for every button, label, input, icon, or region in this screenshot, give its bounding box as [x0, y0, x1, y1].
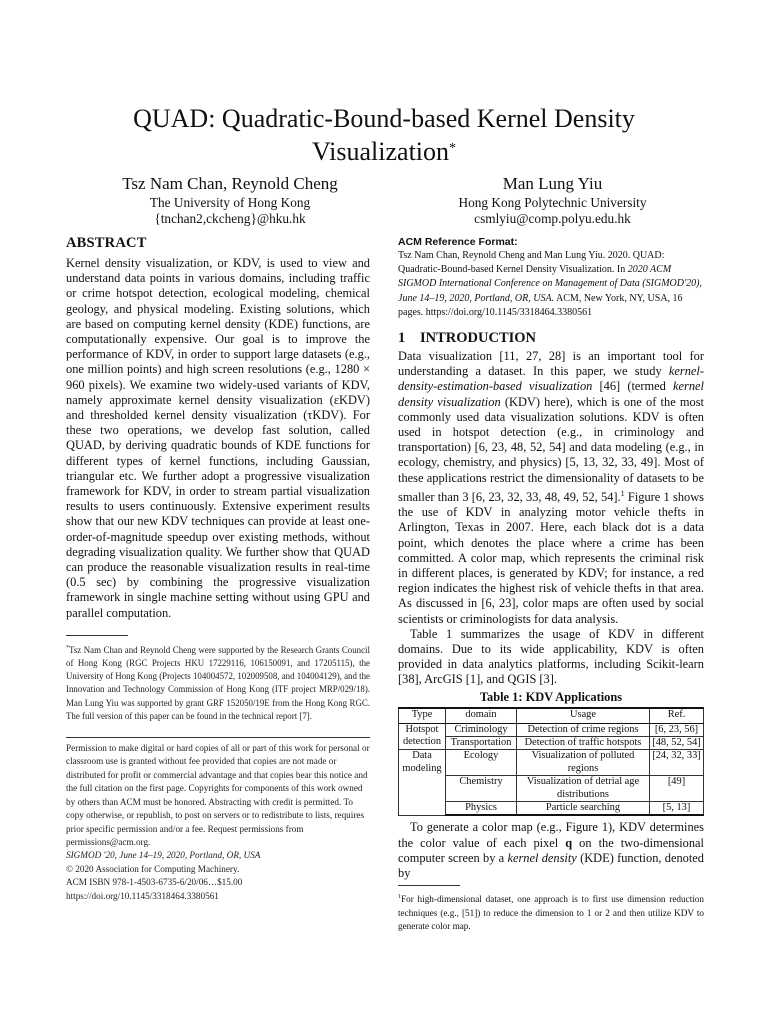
table-caption: Table 1: KDV Applications	[479, 689, 623, 704]
text-run: Data visualization [11, 27, 28] is an important tool for understanding a dataset. In this paper, we study	[398, 349, 704, 379]
table-cell-ref: [48, 52, 54]	[650, 737, 704, 750]
section-heading-introduction	[398, 330, 704, 347]
intro-paragraph-3	[398, 820, 704, 881]
table-cell-domain: Transportation	[446, 737, 517, 750]
table-cell-domain: Criminology	[446, 723, 517, 736]
table-cell-usage: Detection of traffic hotspots	[517, 737, 650, 750]
section-number: 1	[398, 330, 406, 347]
table-cell-domain: Chemistry	[446, 776, 517, 802]
conference-line: SIGMOD '20, June 14–19, 2020, Portland, OR, USA	[66, 850, 261, 861]
table-row	[399, 723, 704, 736]
isbn-line: ACM ISBN 978-1-4503-6735-6/20/06…$15.00	[66, 877, 243, 888]
table-cell-usage: Detection of crime regions	[517, 723, 650, 736]
text-run: (KDV) here), which is one of the most commonly used data visualization solutions. KDV is often used in hotspot detection (e.g., in criminology and transportation) [6, 23, 48, 52, 54] and data modeling (e.g., in ecology, chemistry, and physics) [5, 13, 32, 33, 49]. Most of these applications restrict the dimensionality of datasets to be smaller than 3 [6, 23, 32, 33, 48, 49, 52, 54].	[398, 394, 705, 504]
text-run: Figure 1 shows the use of KDV in analyzing motor vehicle thefts in Arlington, Texas in 2007. Here, each black dot is a data point, which denotes the place where a crime has been committed. A color map, which represents the criminal risk in different places, is generated by KDV; for instance, a red region indicates the highest risk of vehicle thefts in that area. As discussed in [6, 23], color maps are often used by social scientists or criminologists for data analysis.	[398, 489, 704, 626]
intro-paragraph-2: Table 1 summarizes the usage of KDV in different domains. Due to its wide applicability, KDV is often provided in data analytics platforms, including Scikit-learn [38], ArcGIS [1], and QGIS [3].	[398, 626, 704, 687]
kdv-applications-table	[398, 707, 704, 817]
table-cell-type: Hotspot detection	[399, 723, 446, 750]
author-block-hku	[80, 173, 380, 227]
table-cell-usage: Visualization of polluted regions	[517, 750, 650, 776]
pixel-symbol: q	[565, 835, 573, 850]
table-header-cell: Type	[399, 708, 446, 724]
author-names: Man Lung Yiu	[502, 174, 603, 193]
acm-reference-part: ACM, New York, NY, USA, 16 pages. https://doi.org/10.1145/3318464.3380561	[398, 292, 683, 318]
footnote-divider	[398, 885, 460, 886]
author-affiliation: The University of Hong Kong	[149, 195, 311, 210]
table-row	[399, 750, 704, 776]
text-run: (KDE) function, denoted by	[398, 850, 704, 881]
table-cell-domain: Physics	[446, 802, 517, 816]
permission-divider	[66, 737, 370, 738]
permission-notice: Permission to make digital or hard copies of all or part of this work for personal or classroom use is granted without fee provided that copies are not made or distributed for profit or commercial advantage and that copies bear this notice and the full citation on the first page. Copyrights for components of this work owned by others than ACM must be honored. Abstracting with credit is permitted. To copy otherwise, or republish, to post on servers or to redistribute to lists, requires prior specific permission and/or a fee. Request permissions from permissions@acm.org.	[66, 743, 370, 847]
footnote-mark: 1	[398, 894, 401, 901]
author-block-polyu	[400, 173, 705, 227]
table-cell-usage: Visualization of detrial age distributions	[517, 776, 650, 802]
table-header-cell: domain	[446, 708, 517, 724]
paper-title	[0, 102, 768, 168]
term-kde-visualization: kernel-density-estimation-based visualization	[398, 364, 704, 394]
footnote-divider	[66, 635, 128, 636]
author-email[interactable]: {tnchan2,ckcheng}@hku.hk	[154, 211, 306, 226]
table-cell-domain: Ecology	[446, 750, 517, 776]
title-line-1: QUAD: Quadratic-Bound-based Kernel Density	[133, 104, 635, 133]
acm-reference-heading: ACM Reference Format:	[398, 236, 518, 248]
funding-footnote	[66, 642, 370, 723]
footnote-mark: *	[66, 644, 69, 651]
abstract-heading: ABSTRACT	[66, 235, 147, 251]
author-affiliation: Hong Kong Polytechnic University	[458, 195, 647, 210]
table-cell-ref: [5, 13]	[650, 802, 704, 816]
author-email[interactable]: csmlyiu@comp.polyu.edu.hk	[474, 211, 631, 226]
table-header-row	[399, 708, 704, 724]
title-footnote-mark[interactable]: *	[449, 141, 457, 156]
intro-paragraph-1	[398, 349, 704, 627]
table-cell-usage: Particle searching	[517, 802, 650, 816]
title-line-2: Visualization	[311, 137, 450, 166]
funding-footnote-text: Tsz Nam Chan and Reynold Cheng were supported by the Research Grants Council of Hong Kong (RGC Projects HKU 17229116, 106150091, and 17205115), the University of Hong Kong (Projects 104004572, 102009508, and 104004129), and the Innovation and Technology Commission of Hong Kong (ITF project MRP/029/18). Man Lung Yiu was supported by grant GRF 152050/19E from the Hong Kong RGC. The full version of this paper can be found in the technical report [7].	[66, 644, 370, 721]
text-run: on the two-dimensional computer screen by a	[398, 835, 704, 865]
copyright-line: © 2020 Association for Computing Machinery.	[66, 863, 240, 874]
text-run: [46] (termed	[592, 379, 674, 394]
acm-reference-text	[398, 249, 704, 320]
acm-reference-part: Tsz Nam Chan, Reynold Cheng and Man Lung Yiu. 2020. QUAD: Quadratic-Bound-based Kernel Density Visualization. In	[398, 250, 665, 276]
author-names: Tsz Nam Chan, Reynold Cheng	[122, 174, 338, 193]
term-kdv: kernel density visualization	[398, 379, 704, 409]
acm-reference-venue: 2020 ACM SIGMOD International Conference on Management of Data (SIGMOD'20), June 14–19, 2020, Portland, OR, USA.	[398, 264, 702, 304]
doi-link[interactable]: https://doi.org/10.1145/3318464.3380561	[66, 890, 219, 901]
table-cell-ref: [6, 23, 56]	[650, 723, 704, 736]
footnote-ref-1[interactable]: 1	[620, 488, 625, 498]
table-cell-ref: [24, 32, 33]	[650, 750, 704, 776]
table-header-cell: Usage	[517, 708, 650, 724]
table-cell-type: Data modeling	[399, 750, 446, 816]
table-header-cell: Ref.	[650, 708, 704, 724]
right-column	[398, 235, 704, 934]
text-run: To generate a color map (e.g., Figure 1), KDV determines the color value of each pixel	[398, 820, 704, 850]
section-title: INTRODUCTION	[420, 330, 537, 347]
abstract-text: Kernel density visualization, or KDV, is used to view and understand data points in various domains, including traffic or crime hotspot detection, ecological modeling, chemical geology, and physical modeling. Existing solutions, which are based on computing kernel density (KDE) functions, are computationally expensive. Our goal is to improve the performance of KDV, in order to support large datasets (e.g., one million points) and high screen resolutions (e.g., 1280 × 960 pixels). We examine two widely-used variants of KDV, namely approximate kernel density visualization (εKDV) and thresholded kernel density visualization (τKDV). For these two operations, we develop fast solution, called QUAD, by deriving quadratic bounds of KDE functions for different types of kernel functions, including Gaussian, triangular etc. We further adopt a progressive visualization framework for KDV, in order to stream partial visualization results to users continuously. Extensive experiment results show that our new KDV techniques can provide at least one-order-of-magnitude speedup over existing methods, without degrading visualization quality. We further show that QUAD can produce the reasonable visualization results in real-time (0.5 sec) by combining the progressive visualization framework in single machine setting without using GPU and parallel computation.	[66, 256, 370, 620]
table-cell-ref: [49]	[650, 776, 704, 802]
footnote-1-text: For high-dimensional dataset, one approach is to first use dimension reduction techniques (e.g., [51]) to reduce the dimension to 1 or 2 and then utilize KDV to generate color map.	[398, 894, 704, 932]
left-column	[66, 235, 370, 903]
footnote-1	[398, 891, 704, 933]
term-kernel-density: kernel density	[507, 850, 577, 865]
